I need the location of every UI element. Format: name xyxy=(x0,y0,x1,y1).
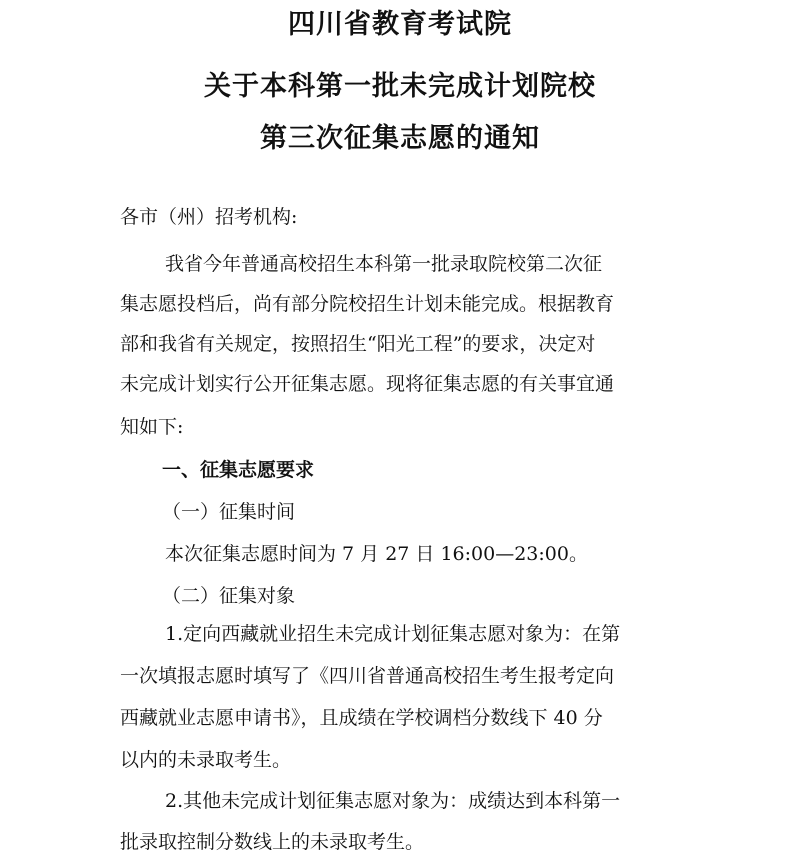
intro-line-4: 未完成计划实行公开征集志愿。现将征集志愿的有关事宜通 xyxy=(120,373,615,395)
item1-line-4: 以内的未录取考生。 xyxy=(120,749,292,771)
item1-line-1: 1.定向西藏就业招生未完成计划征集志愿对象为：在第 xyxy=(165,623,621,645)
item2-line-1: 2.其他未完成计划征集志愿对象为：成绩达到本科第一 xyxy=(165,790,621,812)
intro-line-1: 我省今年普通高校招生本科第一批录取院校第二次征 xyxy=(165,253,603,275)
item2-line-2: 批录取控制分数线上的未录取考生。 xyxy=(120,831,425,853)
title-line-1: 四川省教育考试院 xyxy=(288,9,512,40)
salutation: 各市（州）招考机构: xyxy=(120,206,298,228)
title-line-3: 第三次征集志愿的通知 xyxy=(260,123,540,154)
sub1-heading: （一）征集时间 xyxy=(162,501,296,523)
section1-heading: 一、征集志愿要求 xyxy=(162,459,315,481)
sub1-text: 本次征集志愿时间为 7 月 27 日 16:00—23:00。 xyxy=(165,543,588,565)
item1-line-2: 一次填报志愿时填写了《四川省普通高校招生考生报考定向 xyxy=(120,665,615,687)
intro-line-3: 部和我省有关规定，按照招生“阳光工程”的要求，决定对 xyxy=(120,333,596,355)
intro-line-2: 集志愿投档后，尚有部分院校招生计划未能完成。根据教育 xyxy=(120,293,615,315)
item1-line-3: 西藏就业志愿申请书》，且成绩在学校调档分数线下 40 分 xyxy=(120,707,603,729)
sub2-heading: （二）征集对象 xyxy=(162,585,296,607)
title-line-2: 关于本科第一批未完成计划院校 xyxy=(204,71,596,102)
intro-line-5: 知如下: xyxy=(120,416,184,438)
